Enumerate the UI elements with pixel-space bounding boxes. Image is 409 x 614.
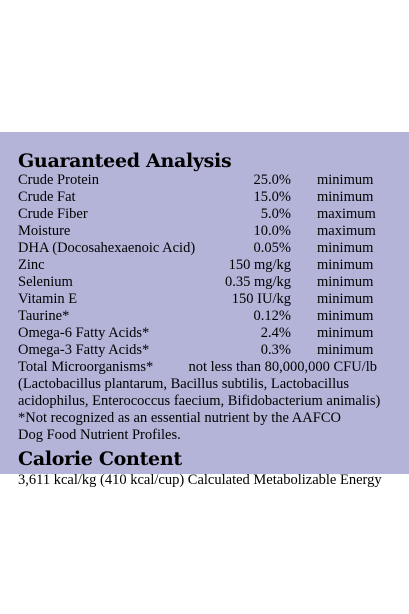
nutrient-value: 10.0%: [253, 223, 291, 239]
strains-line-2: acidophilus, Enterococcus faecium, Bifidobacterium animalis): [18, 393, 381, 409]
nutrient-qualifier: minimum: [317, 172, 374, 188]
analysis-row-zinc: [18, 257, 393, 274]
analysis-table: [18, 172, 393, 376]
analysis-row-omega-3: [18, 342, 393, 359]
nutrient-value: 0.05%: [253, 240, 291, 256]
analysis-row-crude-fat: [18, 189, 393, 206]
nutrient-qualifier: minimum: [317, 257, 374, 273]
nutrient-name: Crude Fiber: [18, 206, 88, 222]
nutrient-name: Crude Fat: [18, 189, 76, 205]
nutrient-qualifier: maximum: [317, 223, 376, 239]
nutrition-panel: [0, 132, 409, 488]
nutrient-value: 0.35 mg/kg: [224, 274, 291, 290]
nutrient-value: 5.0%: [260, 206, 291, 222]
nutrient-value: 150 IU/kg: [231, 291, 291, 307]
analysis-row-selenium: [18, 274, 393, 291]
nutrient-name: Taurine*: [18, 308, 70, 324]
nutrient-qualifier: maximum: [317, 206, 376, 222]
nutrient-value: 25.0%: [253, 172, 291, 188]
analysis-row-taurine: [18, 308, 393, 325]
nutrient-qualifier: minimum: [317, 291, 374, 307]
analysis-row-omega-6: [18, 325, 393, 342]
analysis-row-microorganisms: [18, 359, 393, 376]
footnote-line-2: Dog Food Nutrient Profiles.: [18, 427, 181, 443]
nutrient-name: Selenium: [18, 274, 73, 290]
analysis-row-moisture: [18, 223, 393, 240]
analysis-row-crude-fiber: [18, 206, 393, 223]
nutrient-name: Crude Protein: [18, 172, 99, 188]
nutrient-name: Moisture: [18, 223, 71, 239]
analysis-row-crude-protein: [18, 172, 393, 189]
nutrient-name: Omega-6 Fatty Acids*: [18, 325, 150, 341]
nutrient-name: DHA (Docosahexaenoic Acid): [18, 240, 196, 256]
nutrient-value: 0.12%: [253, 308, 291, 324]
guaranteed-analysis-heading: Guaranteed Analysis: [18, 150, 232, 172]
calorie-content-text: 3,611 kcal/kg (410 kcal/cup) Calculated Metabolizable Energy: [18, 472, 382, 488]
strains-line-1: (Lactobacillus plantarum, Bacillus subtilis, Lactobacillus: [18, 376, 350, 392]
analysis-row-vitamin-e: [18, 291, 393, 308]
nutrient-qualifier: minimum: [317, 325, 374, 341]
nutrient-name: Total Microorganisms*: [18, 359, 154, 375]
nutrient-value: 150 mg/kg: [228, 257, 291, 273]
nutrient-value: 0.3%: [260, 342, 291, 358]
nutrient-qualifier: minimum: [317, 308, 374, 324]
nutrient-name: Omega-3 Fatty Acids*: [18, 342, 150, 358]
nutrient-value: 2.4%: [260, 325, 291, 341]
nutrient-qualifier: minimum: [317, 240, 374, 256]
nutrient-qualifier: minimum: [317, 342, 374, 358]
calorie-content-heading: Calorie Content: [18, 448, 182, 470]
nutrient-qualifier: minimum: [317, 189, 374, 205]
nutrient-name: Vitamin E: [18, 291, 78, 307]
analysis-row-dha: [18, 240, 393, 257]
nutrient-name: Zinc: [18, 257, 45, 273]
nutrient-qualifier: minimum: [317, 274, 374, 290]
footnote-line-1: *Not recognized as an essential nutrient by the AAFCO: [18, 410, 341, 426]
nutrient-value: not less than 80,000,000 CFU/lb: [188, 359, 377, 375]
nutrient-value: 15.0%: [253, 189, 291, 205]
